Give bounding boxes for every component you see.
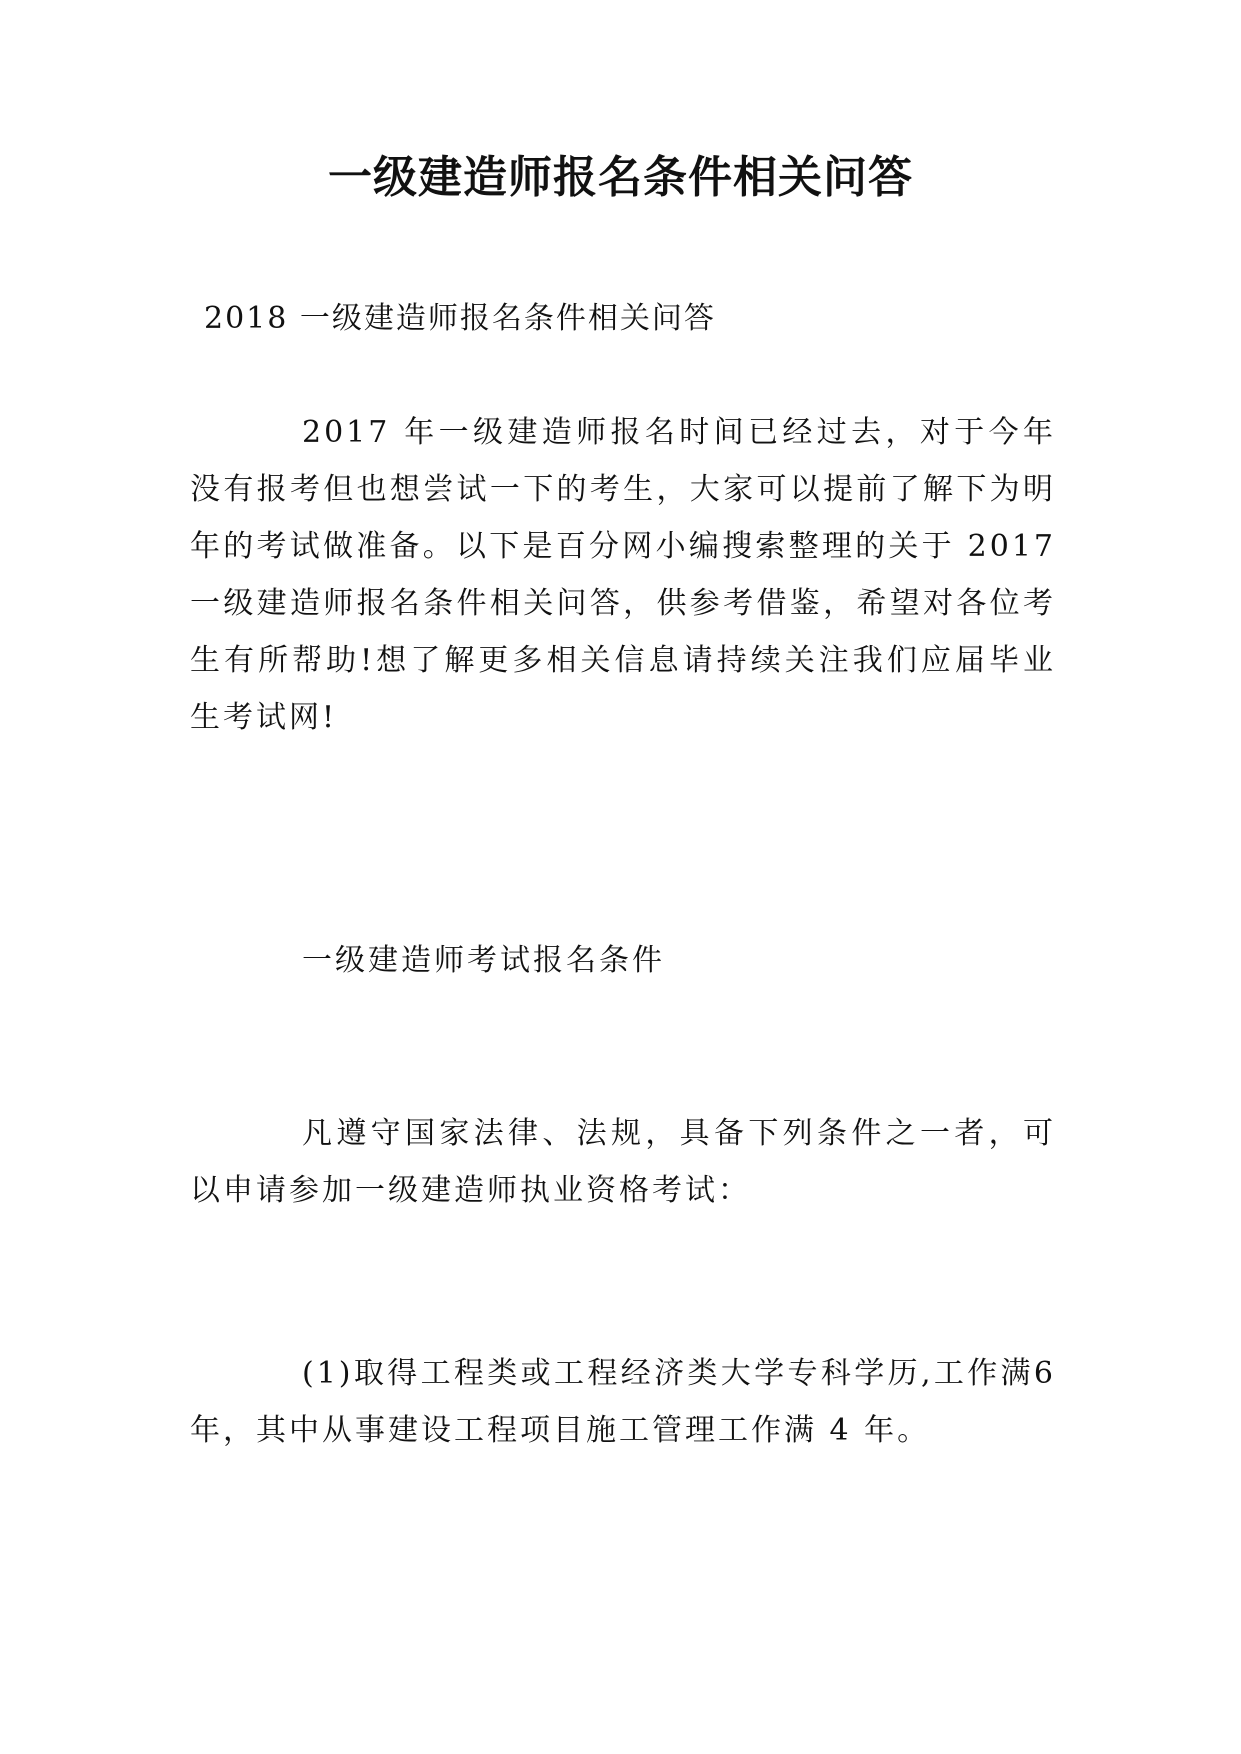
section-heading: 一级建造师考试报名条件: [302, 943, 665, 978]
conditions-paragraph: 凡遵守国家法律、法规，具备下列条件之一者，可以申请参加一级建造师执业资格考试：: [190, 1116, 1056, 1208]
document-title: 一级建造师报名条件相关问答: [328, 152, 913, 203]
condition-item-1: (1)取得工程类或工程经济类大学专科学历,工作满6年，其中从事建设工程项目施工管理工作满 4 年。: [190, 1356, 1056, 1448]
intro-paragraph: 2017 年一级建造师报名时间已经过去，对于今年没有报考但也想尝试一下的考生，大家可以提前了解下为明年的考试做准备。以下是百分网小编搜索整理的关于 2017 一级建造师报名条件相关问答，供参考借鉴，希望对各位考生有所帮助!想了解更多相关信息请持续关注我们应届毕业生考试网!: [190, 415, 1056, 735]
document-subtitle: 2018 一级建造师报名条件相关问答: [204, 301, 716, 336]
